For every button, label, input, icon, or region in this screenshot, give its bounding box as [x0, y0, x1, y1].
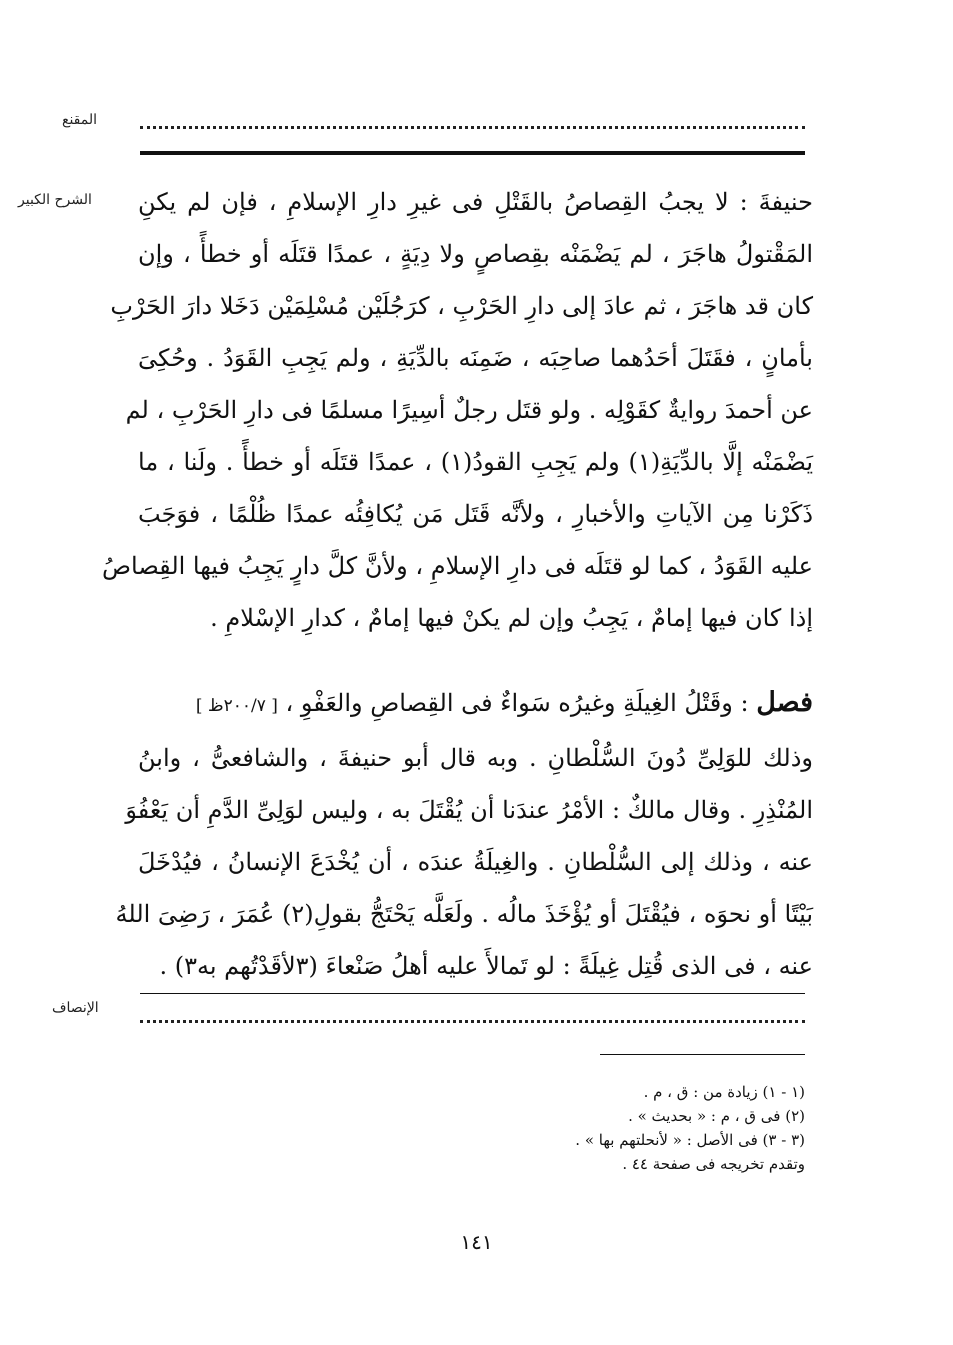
commentary-paragraph-1 [102, 176, 814, 644]
book-label-muqni: المقنع [62, 112, 98, 128]
fasl-heading: فصل [756, 687, 813, 718]
footnote-rule [600, 1054, 805, 1055]
text-line: عنه ، وذلك إلى السُّلْطانِ . والغِيلَةُ عندَه ، أن يُخْدَعَ الإنسانُ ، فيُدْخَلَ [138, 848, 813, 876]
text-line: وذلك للوَلِىِّ دُونَ السُّلْطانِ . وبه قال أبو حنيفةَ ، والشافعىُّ ، وابنُ [138, 744, 813, 772]
dotted-separator-insaf [140, 1020, 805, 1023]
footnote: (٣ - ٣) فى الأصل : « لأنحلتهم بها » . [575, 1131, 805, 1149]
insaf-label: الإنصاف [52, 1000, 99, 1016]
text-line: حنيفةَ : لا يجبُ القِصاصُ بالقَتْلِ فى غيرِ دارِ الإسلامِ ، فإن لم يكنِ [138, 188, 813, 216]
text-line: عن أحمدَ روايةٌ كقَوْلِه . ولو قتَل رجلٌ أسِيرًا مسلمًا فى دارِ الحَرْبِ ، لم [125, 396, 813, 424]
text-line: المُنْذِرِ . وقال مالكٌ : الأمْرُ عندَنا أن يُقْتَلَ به ، وليس لوَلِىِّ الدَّمِ أن يَعْفُوَ [125, 796, 813, 824]
fasl-first-line-text: : وقَتْلُ الغِيلَةِ وغيرُه سَواءٌ فى القِصاصِ والعَفْوِ ، [285, 689, 749, 717]
dotted-separator-top [140, 126, 805, 129]
insaf-rule [140, 993, 805, 994]
text-line: عليه القَوَدُ ، كما لو قتَلَه فى دارِ الإسلامِ ، ولأنَّ كلَّ دارٍ يَجِبُ فيها القِصاصُ [102, 552, 813, 580]
text-line: يَضْمَنْه إلَّا بالدِّيَةِ(١) ولم يَجِبِ القودُ(١) ، عمدًا قتَلَه أو خطأً . ولَنا ، ما [138, 448, 814, 476]
header-rule [140, 151, 805, 155]
text-line: كان قد هاجَرَ ، ثم عادَ إلى دارِ الحَرْبِ ، كرَجُلَيْن مُسْلِمَيْن دَخَلا دارَ الحَرْبِ [110, 292, 813, 320]
commentary-paragraph-2 [115, 677, 813, 992]
footnote: (١ - ١) زيادة من : ق ، م . [643, 1083, 805, 1101]
page-number: ١٤١ [460, 1230, 493, 1254]
text-line: بأمانٍ ، فقَتَلَ أحَدُهما صاحِبَه ، ضَمِنَه بالدِّيَةِ ، ولم يَجِبِ القَوَدُ . وحُكِىَ [138, 344, 813, 372]
footnotes [505, 1080, 805, 1176]
fasl-heading-line [138, 677, 813, 732]
text-line: ذَكَرْنا مِن الآياتِ والأخبارِ ، ولأنَّه قَتَل مَن يُكافِئُه عمدًا ظُلْمًا ، فوَجَبَ [138, 500, 813, 528]
commentary-label: الشرح الكبير [18, 192, 92, 208]
text-line: بَيْتًا أو نحوَه ، فيُقْتَلَ أو يُؤْخَذَ مالُه . ولَعَلَّه يَحْتَجُّ بقولِ(٢) عُمَرَ ، رَضِىَ اللهُ [115, 900, 813, 928]
text-line: إذا كان فيها إمامٌ ، يَجِبُ وإن لم يكنْ فيها إمامٌ ، كدارِ الإسْلامِ . [210, 604, 813, 632]
text-line: عنه ، فى الذى قُتِل غِيلَةً : لو تَمالأَ عليه أهلُ صَنْعاءَ (٣لأقَدْتُهم به٣) . [159, 952, 813, 980]
manuscript-ref-marker: [ ٢٠٠/٧ظ ] [195, 696, 278, 716]
footnote: وتقدم تخريجه فى صفحة ٤٤ . [622, 1155, 805, 1173]
footnote: (٢) فى ق ، م : « بحديث » . [628, 1107, 805, 1125]
text-line: المَقْتولُ هاجَرَ ، لم يَضْمَنْه بقِصاصٍ ولا دِيَةٍ ، عمدًا قتَلَه أو خطأً ، وإن [138, 240, 813, 268]
